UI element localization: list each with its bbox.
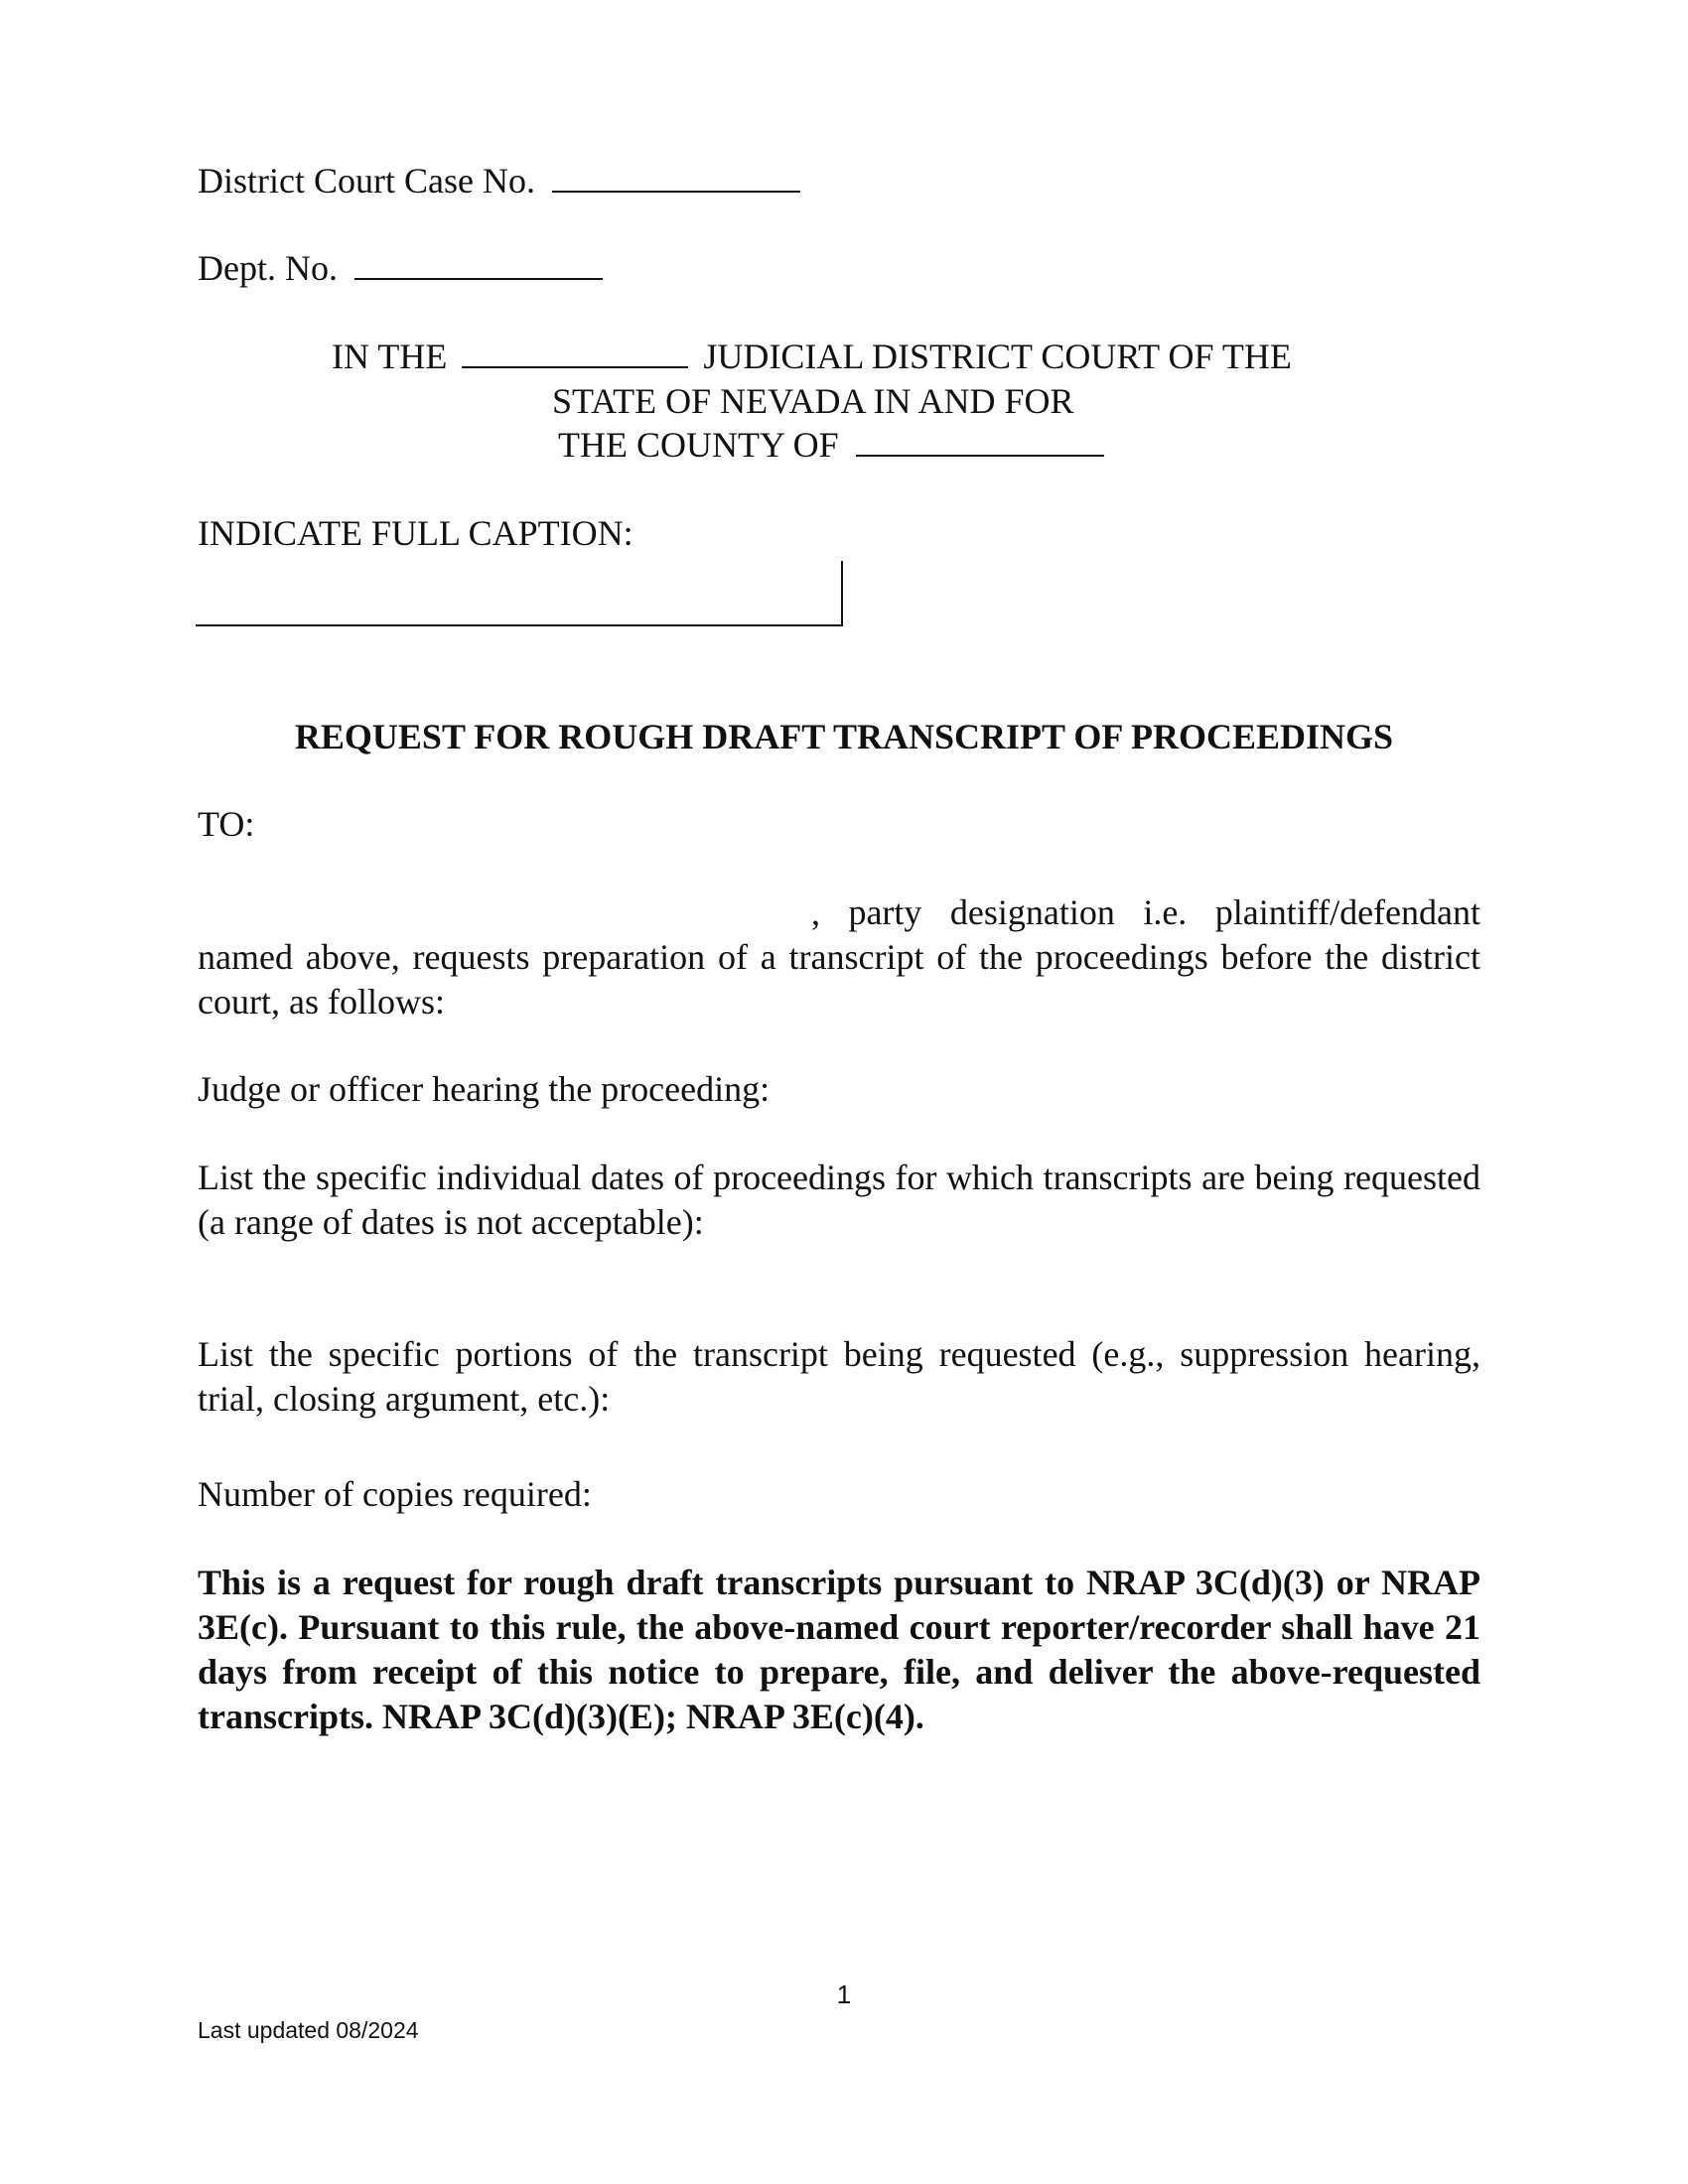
case-number-row [198, 159, 800, 203]
last-updated-footer: Last updated 08/2024 [198, 2017, 419, 2043]
dept-number-field[interactable] [354, 248, 603, 280]
document-title: REQUEST FOR ROUGH DRAFT TRANSCRIPT OF PROCEEDINGS [294, 717, 1394, 756]
case-number-label: District Court Case No. [198, 161, 535, 201]
court-line-1-suffix: JUDICIAL DISTRICT COURT OF THE [703, 337, 1292, 376]
case-number-field[interactable] [552, 161, 800, 193]
copies-label: Number of copies required: [198, 1474, 592, 1514]
portions-paragraph: List the specific portions of the transcript being requested (e.g., suppression hearing, trial, closing argument, etc.): [198, 1334, 1480, 1419]
dates-paragraph: List the specific individual dates of proceedings for which transcripts are being requested (a range of dates is not acceptable): [198, 1158, 1480, 1242]
county-field[interactable] [856, 425, 1104, 457]
court-line-2: STATE OF NEVADA IN AND FOR [552, 381, 1074, 421]
to-label: TO: [198, 804, 255, 844]
dept-number-label: Dept. No. [198, 248, 338, 288]
court-line-3 [558, 423, 1104, 467]
caption-field[interactable] [196, 561, 843, 626]
party-paragraph: , party designation i.e. plaintiff/defendant named above, requests preparation of a transcript of the proceedings before the district court, as follows: [198, 892, 1480, 1022]
page-number: 1 [836, 1979, 852, 2009]
court-line-3-prefix: THE COUNTY OF [558, 425, 839, 465]
caption-label: INDICATE FULL CAPTION: [198, 513, 633, 553]
rule-notice: This is a request for rough draft transcripts pursuant to NRAP 3C(d)(3) or NRAP 3E(c). Pursuant to this rule, the above-named court reporter/recorder shall have 21 days from receipt of this notice to prepare, file, and deliver the above-requested transcripts. NRAP 3C(d)(3)(E); NRAP 3E(c)(4). [198, 1563, 1480, 1736]
judge-label: Judge or officer hearing the proceeding: [198, 1069, 771, 1109]
court-line-1-prefix: IN THE [332, 337, 448, 376]
court-line-1 [332, 335, 1292, 378]
judicial-district-field[interactable] [462, 337, 688, 368]
dept-number-row [198, 246, 603, 290]
